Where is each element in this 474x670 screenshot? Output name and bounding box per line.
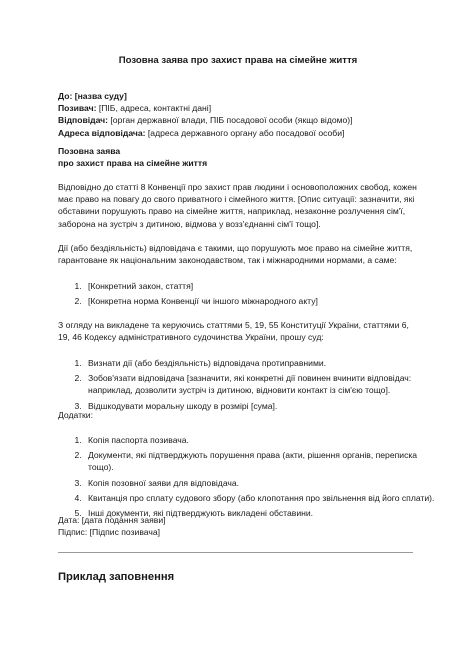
defendant-address-label: Адреса відповідача: bbox=[58, 127, 146, 138]
actions-paragraph: Дії (або бездіяльність) відповідача є такими, що порушують моє право на сімейне життя, гарантоване як національним законодавством, так і міжнародними нормами, а саме: bbox=[58, 243, 413, 266]
defendant-address-value: [адреса державного органу або посадової особи] bbox=[147, 127, 345, 138]
list-item: 1. [Конкретний закон, стаття] bbox=[84, 280, 444, 292]
signature-line: Підпис: [Підпис позивача] bbox=[58, 527, 161, 538]
intro-paragraph: Відповідно до статті 8 Конвенції про захист прав людини і основоположних свобод, кожен має право на повагу до свого приватного і сімейного життя. [Опис ситуації: зазначити, які обставини порушують право на сімейне життя, наприклад, незаконне розлучення сім'ї, заборона на зустріч з дитиною, відмова у возз'єднанні сім'ї тощо]. bbox=[58, 182, 417, 229]
defendant-value: [орган державної влади, ПІБ посадової особи (якщо відомо)] bbox=[110, 115, 353, 126]
list-item: 4. Квитанція про сплату судового збору (або клопотання про звільнення від його сплати). bbox=[84, 492, 444, 504]
claim-subject-line2: про захист права на сімейне життя bbox=[58, 158, 208, 169]
court-label: До: bbox=[58, 91, 73, 101]
example-heading: Приклад заповнення bbox=[58, 571, 175, 583]
list-item: 3. Копія позовної заяви для відповідача. bbox=[84, 477, 444, 489]
header-block bbox=[58, 90, 418, 139]
defendant-address-line bbox=[58, 127, 418, 139]
list-item: 3. Відшкодувати моральну шкоду в розмірі [сума]. bbox=[84, 400, 444, 412]
court-value: [назва суду] bbox=[74, 91, 127, 101]
attachments-label: Додатки: bbox=[58, 410, 93, 420]
list-item: 1. Копія паспорта позивача. bbox=[84, 434, 444, 446]
requests-list bbox=[58, 357, 444, 412]
list-item: 2. Документи, які підтверджують порушення права (акти, рішення органів, переписка тощо). bbox=[84, 449, 444, 473]
attachments-list bbox=[58, 434, 444, 519]
defendant-line bbox=[58, 114, 418, 126]
document-title: Позовна заява про захист права на сімейне життя bbox=[118, 55, 358, 66]
plaintiff-value: [ПІБ, адреса, контактні дані] bbox=[98, 103, 212, 114]
court-line bbox=[58, 90, 418, 102]
plaintiff-line bbox=[58, 102, 418, 114]
plaintiff-label: Позивач: bbox=[58, 103, 97, 114]
list-item: 1. Визнати дії (або бездіяльність) відповідача протиправними. bbox=[84, 357, 444, 369]
section-divider bbox=[58, 552, 413, 553]
date-line: Дата: [дата подання заяви] bbox=[58, 515, 166, 525]
signature-block bbox=[58, 514, 166, 538]
claim-subject-line1: Позовна заява bbox=[58, 146, 121, 156]
request-paragraph: З огляду на викладене та керуючись статтями 5, 19, 55 Конституції України, статтями 6, 19, 46 Кодексу адміністративного судочинства України, прошу суд: bbox=[58, 320, 409, 343]
list-item: 2. Зобов'язати відповідача [зазначити, які конкретні дії повинен вчинити відповідач: наприклад, дозволити зустріч із дитиною, відновити контакт із сім'єю тощо]. bbox=[84, 372, 444, 396]
defendant-label: Відповідач: bbox=[58, 115, 109, 126]
norms-list bbox=[58, 280, 444, 307]
list-item: 5. Інші документи, які підтверджують викладені обставини. bbox=[84, 507, 444, 519]
list-item: 2. [Конкретна норма Конвенції чи іншого міжнародного акту] bbox=[84, 295, 444, 307]
claim-subject bbox=[58, 145, 207, 169]
